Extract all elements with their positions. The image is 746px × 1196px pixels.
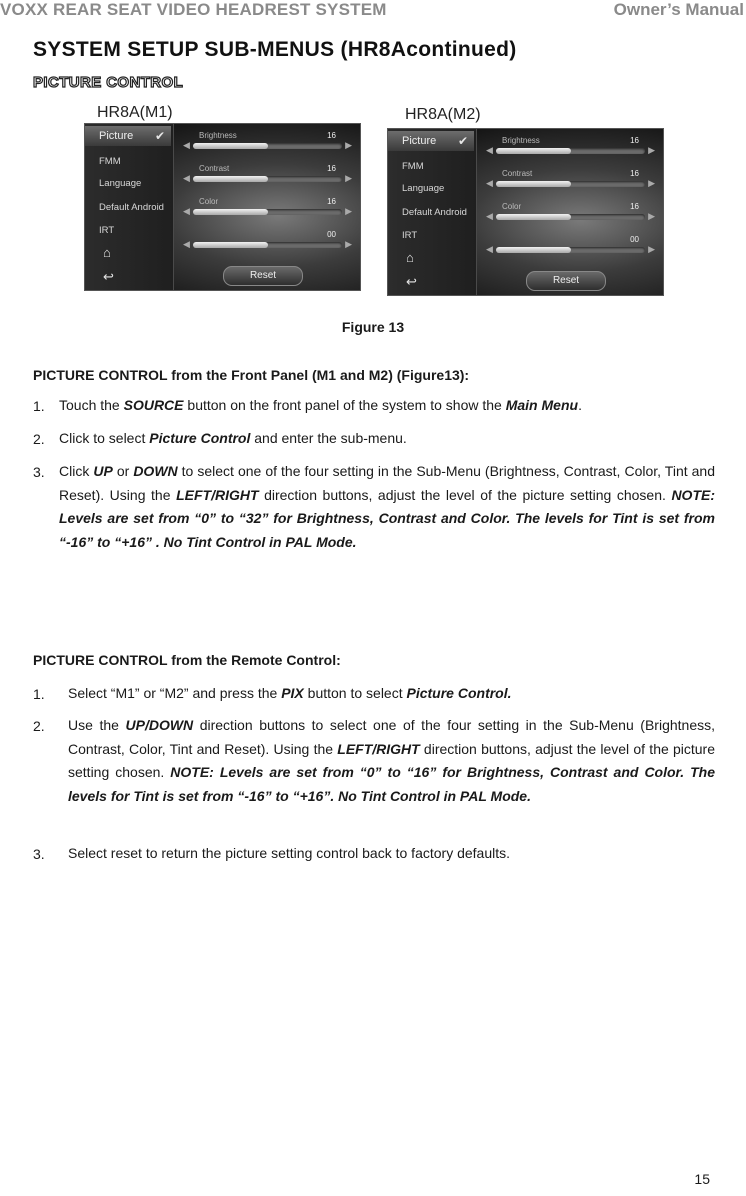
slash: /	[144, 717, 149, 733]
slider-label: Color	[502, 202, 522, 211]
text: Select “M1” or “M2” and press the	[68, 685, 282, 701]
menu-item-irt: IRT	[99, 225, 115, 236]
step-number: 2.	[33, 431, 45, 447]
step-number: 1.	[33, 398, 45, 414]
slider-track	[193, 209, 342, 215]
text: direction buttons, adjust the level of the picture setting chosen.	[258, 486, 666, 503]
left-arrow-icon: ◀	[486, 211, 493, 221]
slider-value: 16	[327, 164, 336, 173]
note-text: NOTE: Levels are set from “0” to “16” for Brightness, Contrast and Color. The levels for Tint is set from “-16” to “+16”. No Tint Control in PAL Mode.	[68, 764, 715, 804]
slider-row-color	[179, 197, 356, 227]
keyword-up: UP	[93, 463, 113, 479]
slider-value: 16	[630, 169, 639, 178]
slider-track	[193, 176, 342, 182]
text: Click to select	[59, 430, 150, 446]
reset-button: Reset	[526, 271, 606, 291]
slider-fill	[496, 214, 571, 220]
slider-label: Contrast	[502, 169, 533, 178]
remote-step-3: Select reset to return the picture setting control back to factory defaults.	[68, 845, 511, 861]
keyword-picture-control: Picture Control.	[406, 685, 512, 701]
slider-track	[496, 214, 645, 220]
check-icon: ✔	[154, 129, 165, 143]
text: Touch the	[59, 397, 124, 413]
text: button to select	[303, 685, 407, 701]
home-icon: ⌂	[103, 245, 111, 260]
note-text: NOTE: Levels are set from “0” to “32” for Brightness, Contrast and Color. The levels for Tint is set from “-16” to “+16” . No Tint Control in PAL Mode.	[59, 486, 715, 550]
menu-item-language: Language	[402, 183, 445, 194]
right-arrow-icon: ▶	[648, 244, 655, 254]
remote-step-1	[68, 682, 715, 706]
slider-label: Contrast	[199, 164, 230, 173]
keyword-left: LEFT	[176, 486, 212, 503]
front-step-1	[59, 394, 715, 418]
right-arrow-icon: ▶	[345, 239, 352, 249]
menu-item-default-android: Default Android	[99, 202, 164, 213]
menu-item-default-android: Default Android	[402, 207, 467, 218]
remote-heading: PICTURE CONTROL from the Remote Control:	[33, 652, 341, 668]
text: to select one of the four setting in the Sub-Menu (Brightness, Contrast, Color, Tint and Reset). Using the	[59, 463, 715, 503]
slider-fill	[193, 176, 268, 182]
check-icon: ✔	[457, 134, 468, 148]
text: or	[112, 463, 134, 479]
menu-item-label: Picture	[99, 130, 134, 142]
keyword-main-menu: Main Menu	[505, 397, 579, 413]
left-arrow-icon: ◀	[183, 239, 190, 249]
keyword-pix: PIX	[281, 685, 304, 701]
left-arrow-icon: ◀	[486, 145, 493, 155]
settings-menu-panel	[388, 129, 477, 295]
slider-fill	[496, 148, 571, 154]
text: and enter the sub-menu.	[250, 430, 407, 446]
slider-row-contrast	[179, 164, 356, 194]
step-number: 3.	[33, 464, 45, 480]
keyword-up: UP	[125, 717, 145, 733]
step-number: 1.	[33, 686, 45, 702]
menu-item-language: Language	[99, 178, 142, 189]
back-arrow-icon: ↩	[103, 269, 114, 284]
slider-row-contrast	[482, 169, 659, 199]
screenshot-m2	[387, 128, 664, 296]
keyword-source: SOURCE	[123, 397, 184, 413]
subsection-heading: PICTURE CONTROL	[33, 74, 184, 91]
slider-row-tint	[482, 235, 659, 265]
slider-label: Brightness	[199, 131, 237, 140]
slider-track	[193, 143, 342, 149]
slider-row-brightness	[179, 131, 356, 161]
slider-track	[193, 242, 342, 248]
menu-item-picture	[388, 131, 474, 151]
slider-track	[496, 247, 645, 253]
remote-step-2	[68, 714, 715, 808]
slider-label: Brightness	[502, 136, 540, 145]
text: Click	[59, 463, 94, 479]
left-arrow-icon: ◀	[486, 244, 493, 254]
slash: /	[211, 486, 215, 503]
right-arrow-icon: ▶	[648, 178, 655, 188]
menu-item-fmm: FMM	[402, 161, 424, 172]
home-icon: ⌂	[406, 250, 414, 265]
slider-track	[496, 148, 645, 154]
right-arrow-icon: ▶	[345, 173, 352, 183]
slider-fill	[193, 209, 268, 215]
slider-row-brightness	[482, 136, 659, 166]
slider-value: 16	[630, 202, 639, 211]
screen-label-m1: HR8A(M1)	[97, 104, 173, 121]
keyword-left-right: LEFT/RIGHT	[337, 740, 420, 757]
keyword-right: RIGHT	[214, 486, 259, 503]
slider-row-color	[482, 202, 659, 232]
step-number: 3.	[33, 846, 45, 862]
back-arrow-icon: ↩	[406, 274, 417, 289]
section-title: SYSTEM SETUP SUB-MENUS (HR8Acontinued)	[33, 38, 517, 61]
front-step-3	[59, 460, 715, 554]
text: direction buttons, adjust the level of the picture setting chosen.	[68, 740, 716, 780]
slider-fill	[496, 181, 571, 187]
reset-button: Reset	[223, 266, 303, 286]
front-step-2	[59, 427, 715, 451]
figure-caption: Figure 13	[341, 319, 405, 335]
menu-item-label: Picture	[402, 135, 437, 147]
slider-value: 00	[630, 235, 639, 244]
slider-fill	[496, 247, 571, 253]
running-header-right: Owner’s Manual	[613, 0, 744, 19]
slider-value: 16	[327, 131, 336, 140]
right-arrow-icon: ▶	[345, 140, 352, 150]
slider-fill	[193, 242, 268, 248]
keyword-picture-control: Picture Control	[149, 430, 251, 446]
slider-fill	[193, 143, 268, 149]
settings-menu-panel	[85, 124, 174, 290]
left-arrow-icon: ◀	[183, 140, 190, 150]
slider-value: 16	[327, 197, 336, 206]
slider-value: 00	[327, 230, 336, 239]
left-arrow-icon: ◀	[183, 206, 190, 216]
menu-item-fmm: FMM	[99, 156, 121, 167]
page-number: 15	[694, 1171, 710, 1187]
text: button on the front panel of the system to show the	[183, 397, 506, 413]
screen-label-m2: HR8A(M2)	[405, 106, 481, 123]
left-arrow-icon: ◀	[183, 173, 190, 183]
text: Use the	[68, 717, 126, 733]
left-arrow-icon: ◀	[486, 178, 493, 188]
slider-label: Color	[199, 197, 219, 206]
right-arrow-icon: ▶	[648, 145, 655, 155]
keyword-down: DOWN	[148, 717, 194, 733]
text: .	[578, 397, 582, 413]
slider-value: 16	[630, 136, 639, 145]
right-arrow-icon: ▶	[345, 206, 352, 216]
menu-item-picture	[85, 126, 171, 146]
slider-row-tint	[179, 230, 356, 260]
step-number: 2.	[33, 718, 45, 734]
right-arrow-icon: ▶	[648, 211, 655, 221]
front-panel-heading: PICTURE CONTROL from the Front Panel (M1 and M2) (Figure13):	[33, 367, 470, 383]
keyword-down: DOWN	[133, 463, 178, 479]
menu-item-irt: IRT	[402, 230, 418, 241]
slider-track	[496, 181, 645, 187]
running-header-left: VOXX REAR SEAT VIDEO HEADREST SYSTEM	[0, 0, 387, 19]
text: direction buttons to select one of the four setting in the Sub-Menu (Brightness, Contrast, Color, Tint and Reset). Using the	[68, 717, 716, 757]
screenshot-m1	[84, 123, 361, 291]
